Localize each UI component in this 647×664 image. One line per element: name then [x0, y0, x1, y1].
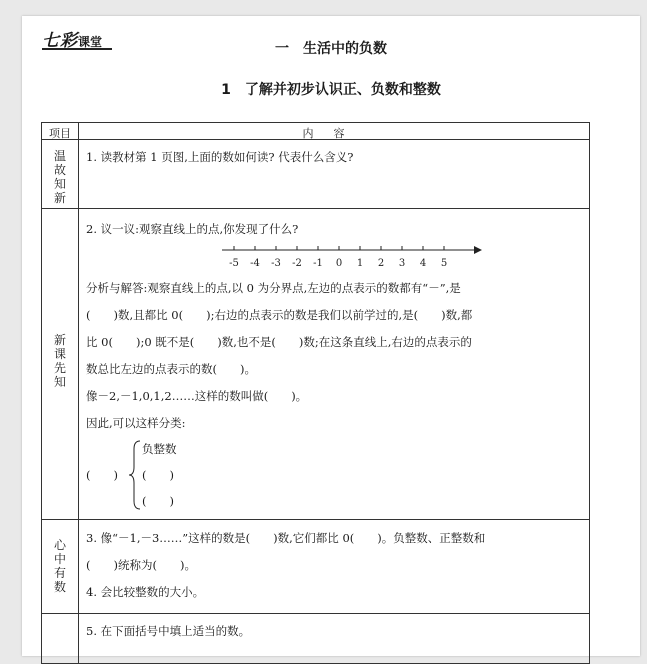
question-4: 4. 会比较整数的大小。: [86, 585, 205, 599]
brace-icon: [128, 439, 142, 511]
chapter-name: 生活中的负数: [303, 41, 387, 57]
row-label-review: 温 故 知 新: [53, 149, 66, 205]
analysis-line-4: 数总比左边的点表示的数( )。: [86, 362, 256, 376]
row-divider: [42, 519, 589, 520]
question-5: 5. 在下面括号中填上适当的数。: [86, 624, 251, 638]
number-line-tick-label: -1: [313, 258, 323, 269]
question-1: 1. 读教材第 1 页图,上面的数如何读? 代表什么含义?: [86, 150, 354, 164]
content-table: [41, 122, 590, 664]
number-line: [222, 242, 482, 272]
column-header-item: 项目: [49, 127, 71, 140]
classify-item-blank-2: ( ): [142, 494, 174, 508]
section-number: 1: [221, 82, 231, 98]
chapter-title: [22, 38, 640, 58]
number-line-tick-label: -4: [250, 258, 260, 269]
analysis-line-3: 比 0( );0 既不是( )数,也不是( )数;在这条直线上,右边的点表示的: [86, 335, 472, 349]
number-line-tick-label: -2: [292, 258, 302, 269]
number-line-tick-label: 4: [419, 258, 427, 269]
classify-item-blank-1: ( ): [142, 468, 174, 482]
row-divider: [42, 208, 589, 209]
classify-item-negative-integers: 负整数: [142, 442, 177, 456]
analysis-line-6: 因此,可以这样分类:: [86, 416, 186, 430]
chapter-number: 一: [275, 41, 289, 57]
logo-sub: 课堂: [78, 35, 103, 49]
row-divider: [42, 613, 589, 614]
number-line-tick-label: 0: [335, 258, 343, 269]
analysis-line-2: ( )数,且都比 0( );右边的点表示的数是我们以前学过的,是( )数,都: [86, 308, 473, 322]
document-page: [22, 16, 640, 656]
question-2: 2. 议一议:观察直线上的点,你发现了什么?: [86, 222, 299, 236]
classify-blank: ( ): [86, 468, 118, 482]
question-3-cont: ( )统称为( )。: [86, 558, 196, 572]
row-label-new-lesson: 新 课 先 知: [53, 333, 66, 389]
number-line-tick-label: 5: [440, 258, 448, 269]
column-header-content: 内容: [302, 127, 365, 140]
number-line-arrow: [474, 246, 482, 254]
section-name: 了解并初步认识正、负数和整数: [244, 82, 441, 98]
analysis-line-1: 分析与解答:观察直线上的点,以 0 为分界点,左边的点表示的数都有“－”,是: [86, 281, 461, 295]
column-divider: [78, 123, 79, 663]
number-line-tick-label: -3: [271, 258, 281, 269]
number-line-tick-label: -5: [229, 258, 239, 269]
number-line-tick-label: 2: [377, 258, 385, 269]
row-label-mastery: 心 中 有 数: [53, 538, 66, 594]
logo-main: 七彩: [42, 31, 78, 51]
section-title: [22, 79, 640, 99]
analysis-line-5: 像－2,－1,0,1,2……这样的数叫做( )。: [86, 389, 308, 403]
number-line-tick-label: 3: [398, 258, 406, 269]
number-line-tick-label: 1: [356, 258, 364, 269]
question-3: 3. 像“－1,－3……”这样的数是( )数,它们都比 0( )。负整数、正整数和: [86, 531, 486, 545]
